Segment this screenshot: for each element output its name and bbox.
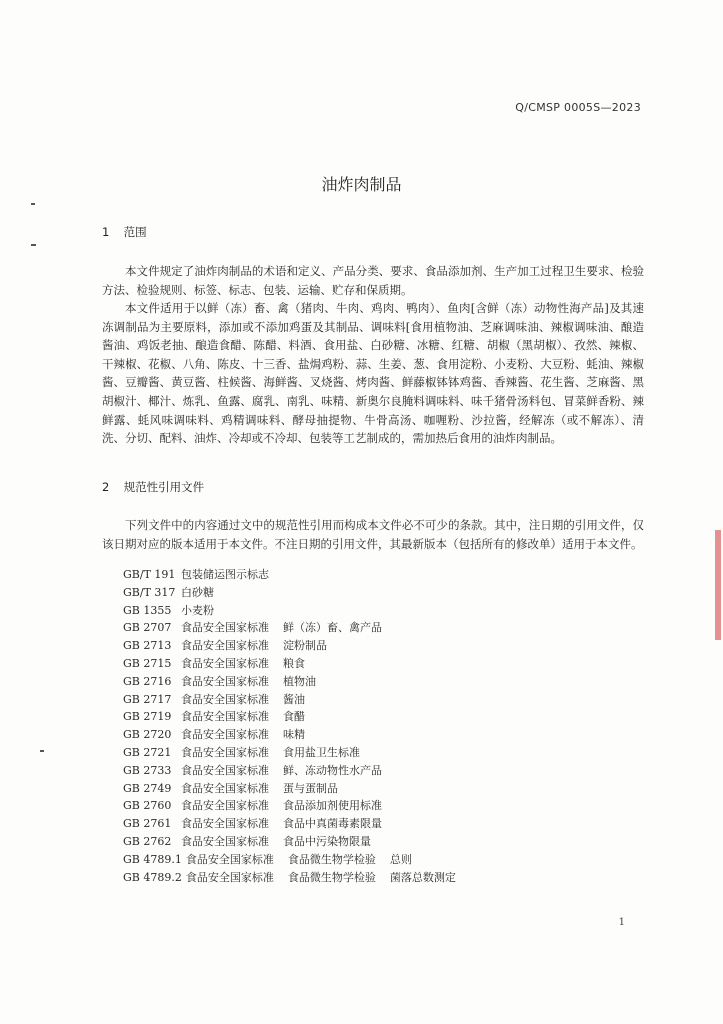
section-2-heading <box>102 479 204 495</box>
reference-title-part: 食品安全国家标准 <box>181 781 269 795</box>
page-title: 油炸肉制品 <box>321 175 402 194</box>
reference-title-part: 食品安全国家标准 <box>181 728 269 742</box>
reference-item <box>123 744 470 762</box>
reference-item <box>123 780 470 798</box>
reference-item <box>123 815 470 833</box>
reference-title-part: 食品安全国家标准 <box>181 656 269 670</box>
reference-title-part: 粮食 <box>283 656 305 670</box>
reference-code: GB 4789.2 <box>123 870 182 884</box>
reference-code: GB 2719 <box>123 710 172 724</box>
section-2-paragraph: 下列文件中的内容通过文中的规范性引用而构成本文件必不可少的条款。其中，注日期的引用文件，仅该日期对应的版本适用于本文件。不注日期的引用文件，其最新版本（包括所有的修改单）适用于本文件。 <box>102 518 644 551</box>
reference-code: GB 2707 <box>123 621 172 635</box>
document-number: Q/CMSP 0005S—2023 <box>515 101 641 114</box>
reference-title-part: 食品安全国家标准 <box>181 639 269 653</box>
reference-item <box>123 708 470 726</box>
section-2-title: 规范性引用文件 <box>123 480 205 494</box>
reference-title-part: 食品安全国家标准 <box>181 692 269 706</box>
reference-title-part: 食品安全国家标准 <box>181 621 269 635</box>
reference-code: GB 2749 <box>123 781 172 795</box>
reference-list <box>123 566 470 886</box>
reference-title-part: 小麦粉 <box>181 603 214 617</box>
reference-title-part: 食品添加剂使用标准 <box>283 799 382 813</box>
reference-code: GB 2717 <box>123 692 172 706</box>
reference-code: GB/T 191 <box>123 568 176 581</box>
section-2-number: 2 <box>102 480 110 494</box>
reference-item <box>123 726 470 744</box>
reference-code: GB 2762 <box>123 834 172 848</box>
reference-title-part: 蛋与蛋制品 <box>283 781 338 795</box>
scan-mark <box>40 750 44 752</box>
reference-title-part: 食用盐卫生标准 <box>283 745 360 759</box>
scan-mark <box>31 244 36 246</box>
reference-code: GB 2715 <box>123 656 172 670</box>
reference-code: GB 4789.1 <box>123 852 182 866</box>
reference-title-part: 食品安全国家标准 <box>181 674 269 688</box>
reference-item <box>123 691 470 709</box>
section-1-paragraph-1: 本文件规定了油炸肉制品的术语和定义、产品分类、要求、食品添加剂、生产加工过程卫生要求、检验方法、检验规则、标签、标志、包装、运输、贮存和保质期。 <box>102 264 644 297</box>
reference-code: GB 2761 <box>123 817 172 831</box>
reference-item <box>123 797 470 815</box>
reference-title-part: 食品安全国家标准 <box>181 817 269 831</box>
reference-code: GB 2716 <box>123 674 172 688</box>
reference-title-part: 包装储运图示标志 <box>181 568 269 581</box>
reference-code: GB 2760 <box>123 799 172 813</box>
reference-item <box>123 602 470 620</box>
reference-title-part: 味精 <box>283 728 305 742</box>
reference-title-part: 鲜（冻）畜、禽产品 <box>283 621 382 635</box>
reference-item <box>123 833 470 851</box>
reference-title-part: 酱油 <box>283 692 305 706</box>
reference-item <box>123 869 470 887</box>
reference-code: GB 2733 <box>123 763 172 777</box>
reference-code: GB 2713 <box>123 639 172 653</box>
reference-code: GB/T 317 <box>123 585 176 599</box>
reference-title-part: 食品安全国家标准 <box>181 799 269 813</box>
reference-code: GB 2720 <box>123 728 172 742</box>
reference-title-part: 食品中真菌毒素限量 <box>283 817 382 831</box>
reference-item <box>123 655 470 673</box>
reference-title-part: 鲜、冻动物性水产品 <box>283 763 382 777</box>
reference-title-part: 食品安全国家标准 <box>185 852 274 866</box>
reference-title-part: 食品安全国家标准 <box>181 763 269 777</box>
page-number: 1 <box>618 917 625 928</box>
reference-title-part: 菌落总数测定 <box>389 870 456 884</box>
reference-item <box>123 584 470 602</box>
reference-item <box>123 566 470 584</box>
reference-item <box>123 762 470 780</box>
reference-title-part: 食品微生物学检验 <box>287 870 376 884</box>
section-1-heading <box>102 224 147 240</box>
reference-title-part: 食品安全国家标准 <box>185 870 274 884</box>
reference-item <box>123 619 470 637</box>
red-edge-mark <box>715 530 721 640</box>
reference-title-part: 淀粉制品 <box>283 639 327 653</box>
reference-title-part: 白砂糖 <box>181 585 214 599</box>
reference-title-part: 食品微生物学检验 <box>287 852 376 866</box>
section-1-paragraph-2: 本文件适用于以鲜（冻）畜、禽（猪肉、牛肉、鸡肉、鸭肉）、鱼肉[含鲜（冻）动物性海产品]及其速冻调制品为主要原料，添加或不添加鸡蛋及其制品、调味料[食用植物油、芝麻调味油、辣椒调味油、酿造酱油、鸡饭老抽、酿造食醋、陈醋、料酒、食用盐、白砂糖、冰糖、红糖、胡椒（黑胡椒）、孜然、辣椒、干辣椒、花椒、八角、陈皮、十三香、盐焗鸡粉、蒜、生姜、葱、食用淀粉、小麦粉、大豆粉、蚝油、辣椒酱、豆瓣酱、黄豆酱、柱候酱、海鲜酱、叉烧酱、烤肉酱、鲜藤椒钵钵鸡酱、香辣酱、花生酱、芝麻酱、黑胡椒汁、椰汁、炼乳、鱼露、腐乳、南乳、味精、新奥尔良腌料调味料、味千猪骨汤料包、冒菜鲜香粉、辣鲜露、蚝风味调味料、鸡精调味料、酵母抽提物、牛骨高汤、咖喱粉、沙拉酱，经解冻（或不解冻）、清洗、分切、配料、油炸、冷却或不冷却、包装等工艺制成的，需加热后食用的油炸肉制品。 <box>102 301 644 446</box>
reference-title-part: 食品安全国家标准 <box>181 710 269 724</box>
reference-item <box>123 851 470 869</box>
section-1-title: 范围 <box>123 225 147 239</box>
reference-item <box>123 673 470 691</box>
reference-title-part: 食品安全国家标准 <box>181 834 269 848</box>
reference-title-part: 食品安全国家标准 <box>181 745 269 759</box>
section-1-number: 1 <box>102 225 110 239</box>
reference-title-part: 植物油 <box>283 674 316 688</box>
reference-title-part: 食品中污染物限量 <box>283 834 371 848</box>
reference-title-part: 食醋 <box>283 710 305 724</box>
reference-title-part: 总则 <box>389 852 412 866</box>
reference-item <box>123 637 470 655</box>
reference-code: GB 2721 <box>123 745 172 759</box>
scan-mark <box>31 203 35 205</box>
reference-code: GB 1355 <box>123 603 172 617</box>
